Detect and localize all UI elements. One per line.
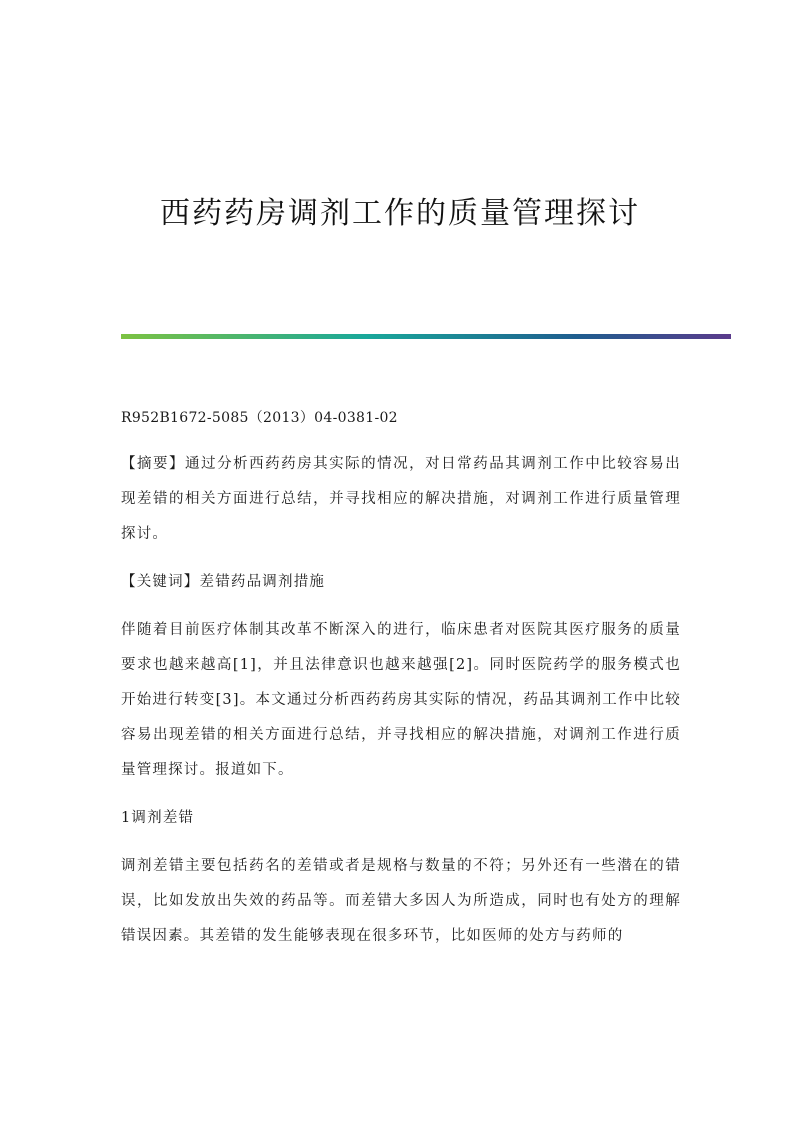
abstract-paragraph — [121, 447, 681, 552]
document-body — [121, 404, 681, 967]
keywords-text: 差错药品调剂措施 — [199, 574, 326, 590]
page-title: 西药药房调剂工作的质量管理探讨 — [160, 196, 640, 231]
classification-line: R952B1672-5085（2013）04-0381-02 — [121, 410, 398, 426]
intro-paragraph: 伴随着目前医疗体制其改革不断深入的进行，临床患者对医院其医疗服务的质量要求也越来越高[1]，并且法律意识也越来越强[2]。同时医院药学的服务模式也开始进行转变[3]。本文通过分析西药药房其实际的情况，药品其调剂工作中比较容易出现差错的相关方面进行总结，并寻找相应的解决措施，对调剂工作进行质量管理探讨。报道如下。 — [121, 622, 681, 778]
abstract-label: 【摘要】 — [121, 456, 186, 472]
title-divider — [121, 334, 731, 339]
keywords-label: 【关键词】 — [121, 574, 200, 590]
section-heading: 1调剂差错 — [121, 810, 195, 826]
section-paragraph: 调剂差错主要包括药名的差错或者是规格与数量的不符；另外还有一些潜在的错误，比如发放出失效的药品等。而差错大多因人为所造成，同时也有处方的理解错误因素。其差错的发生能够表现在很多环节，比如医师的处方与药师的 — [121, 858, 681, 944]
abstract-text: 通过分析西药药房其实际的情况，对日常药品其调剂工作中比较容易出现差错的相关方面进行总结，并寻找相应的解决措施，对调剂工作进行质量管理探讨。 — [121, 456, 681, 542]
keywords-paragraph — [121, 565, 681, 600]
